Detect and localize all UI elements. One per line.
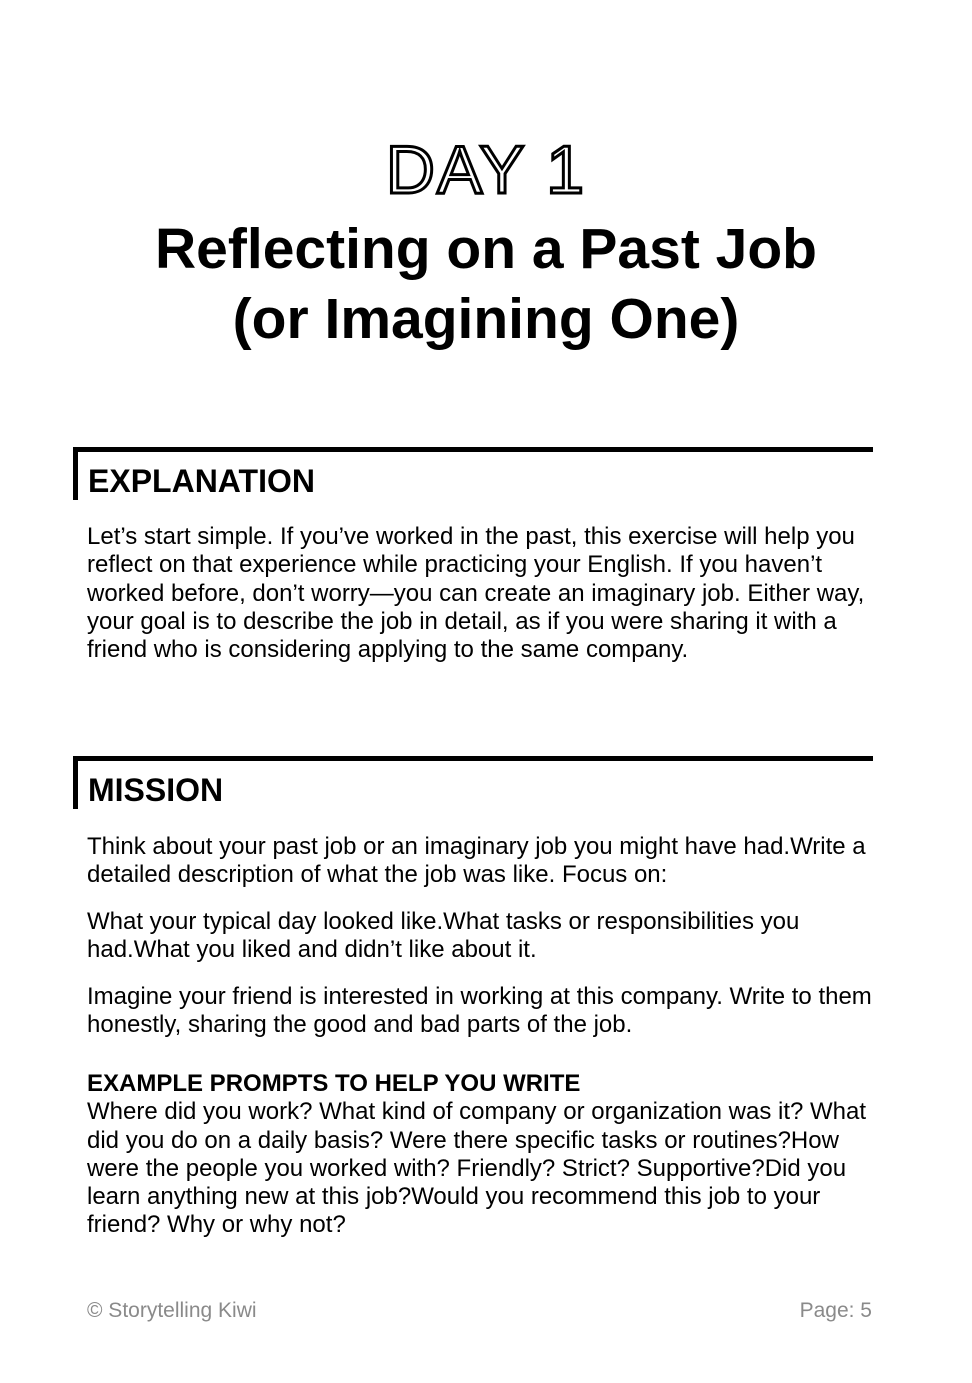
explanation-heading: EXPLANATION (88, 463, 315, 499)
page-title-line-1: Reflecting on a Past Job (155, 217, 817, 281)
page-title-line-2: (or Imagining One) (232, 287, 740, 351)
example-prompts-block (87, 1070, 877, 1240)
mission-section-header (73, 756, 873, 816)
copyright-notice: © Storytelling Kiwi (87, 1299, 257, 1322)
section-accent-bar (73, 447, 78, 500)
section-divider (73, 756, 873, 761)
example-prompts-heading: EXAMPLE PROMPTS TO HELP YOU WRITE (87, 1070, 581, 1097)
explanation-paragraph: Let’s start simple. If you’ve worked in the past, this exercise will help you reflect on that experience while practicing your English. If you haven’t worked before, don’t worry—you can create an imaginary job. Either way, your goal is to describe the job in detail, as if you were sharing it with a friend who is considering applying to the same company. (87, 523, 865, 664)
example-prompts-text: Where did you work? What kind of company or organization was it? What did you do on a daily basis? Were there specific tasks or routines?How were the people you worked with? Friendly? Strict? Supportive?Did you learn anything new at this job?Would you recommend this job to your friend? Why or why not? (87, 1098, 867, 1239)
page-title (0, 214, 972, 354)
mission-paragraph: Think about your past job or an imaginary job you might have had.Write a detailed description of what the job was like. Focus on: (87, 833, 866, 889)
explanation-section-header (73, 447, 873, 507)
section-divider (73, 447, 873, 452)
day-label: DAY 1 (385, 132, 587, 208)
mission-paragraph: Imagine your friend is interested in working at this company. Write to them honestly, sharing the good and bad parts of the job. (87, 983, 872, 1039)
page-number: Page: 5 (799, 1299, 872, 1322)
mission-heading: MISSION (88, 772, 224, 808)
section-accent-bar (73, 756, 78, 809)
mission-paragraph: What your typical day looked like.What tasks or responsibilities you had.What you liked and didn’t like about it. (87, 908, 800, 964)
